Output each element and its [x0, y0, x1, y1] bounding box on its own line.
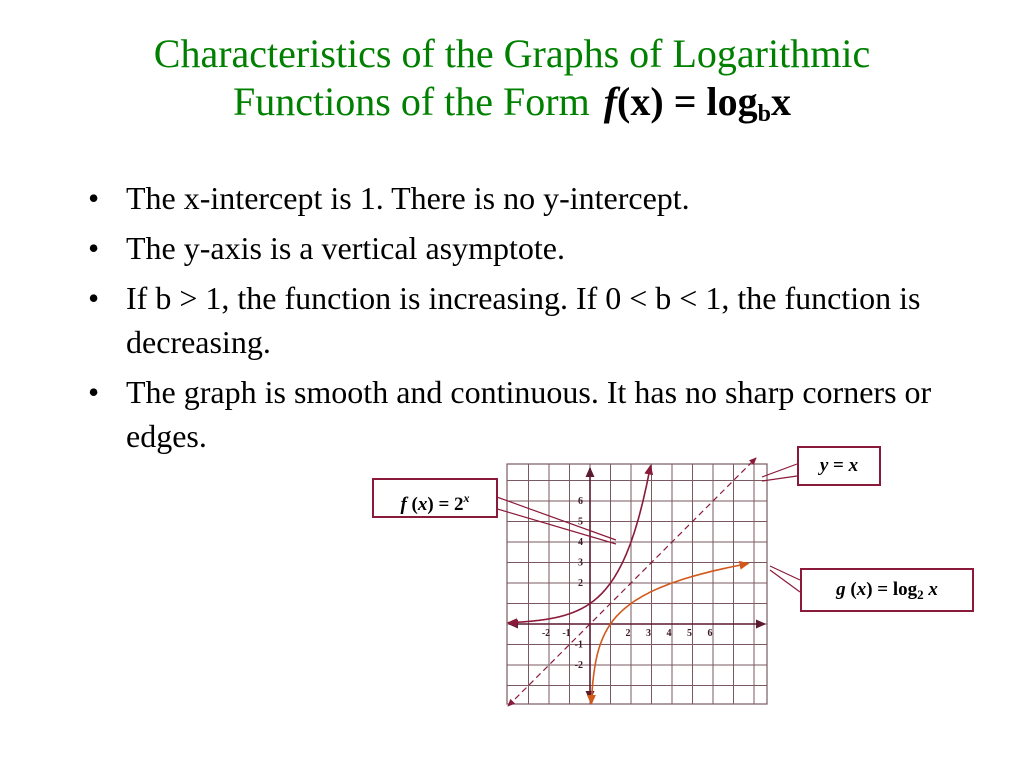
x-tick-label: 4	[666, 628, 672, 639]
label-gx-close: ) = log	[866, 579, 918, 600]
x-tick-label: 5	[687, 628, 692, 639]
y-tick-label: -1	[574, 639, 583, 651]
title-formula-mid: (x) = log	[617, 79, 758, 124]
label-gx-x: x	[856, 579, 867, 600]
title-line-1: Characteristics of the Graphs of Logarithmic	[153, 31, 871, 76]
bullet-text: If b > 1, the function is increasing. If 0 < b < 1, the function is decreasing.	[126, 280, 921, 360]
label-gx-base: 2	[917, 587, 924, 602]
label-gx-g: g	[836, 579, 846, 600]
bullet-text: The x-intercept is 1. There is no y-intercept.	[126, 180, 690, 216]
bullet-text: The graph is smooth and continuous. It has no sharp corners or edges.	[126, 374, 932, 454]
label-g-of-x	[800, 568, 974, 612]
x-tick-label: 3	[646, 628, 651, 639]
y-tick-label: 4	[578, 537, 583, 548]
label-gx-open: (	[845, 579, 857, 600]
y-tick-label: 5	[578, 516, 583, 528]
title-line-2-text: Functions of the Form	[233, 79, 590, 124]
x-tick-label: 6	[707, 628, 713, 639]
title-formula-arg: x	[770, 79, 791, 124]
y-tick-label: 3	[578, 557, 583, 569]
label-yx-y: y	[819, 455, 829, 476]
label-yx-x: x	[848, 455, 859, 476]
y-tick-label: 2	[578, 578, 583, 589]
label-fx-close: ) = 2	[427, 494, 464, 515]
bullet-dot: •	[88, 230, 100, 266]
y-tick-label: 6	[578, 496, 583, 507]
bullet-dot: •	[88, 180, 100, 216]
x-tick-label: -1	[562, 628, 571, 639]
title-formula-f: f	[603, 79, 618, 124]
y-tick-label: -2	[574, 660, 583, 671]
label-f-of-x	[372, 478, 498, 518]
x-tick-label: 2	[625, 628, 631, 639]
label-y-equals-x	[797, 446, 881, 486]
bullet-dot: •	[88, 374, 100, 410]
label-fx-x: x	[417, 494, 428, 515]
label-fx-f: f	[400, 494, 407, 515]
x-tick-label: -2	[541, 628, 551, 639]
title-formula-base: b	[757, 101, 771, 127]
label-gx-arg: x	[923, 579, 938, 600]
bullet-text: The y-axis is a vertical asymptote.	[126, 230, 565, 266]
label-fx-exponent: x	[463, 491, 470, 505]
label-yx-eq: =	[828, 455, 849, 476]
label-fx-open: (	[406, 494, 418, 515]
bullet-dot: •	[88, 280, 100, 316]
